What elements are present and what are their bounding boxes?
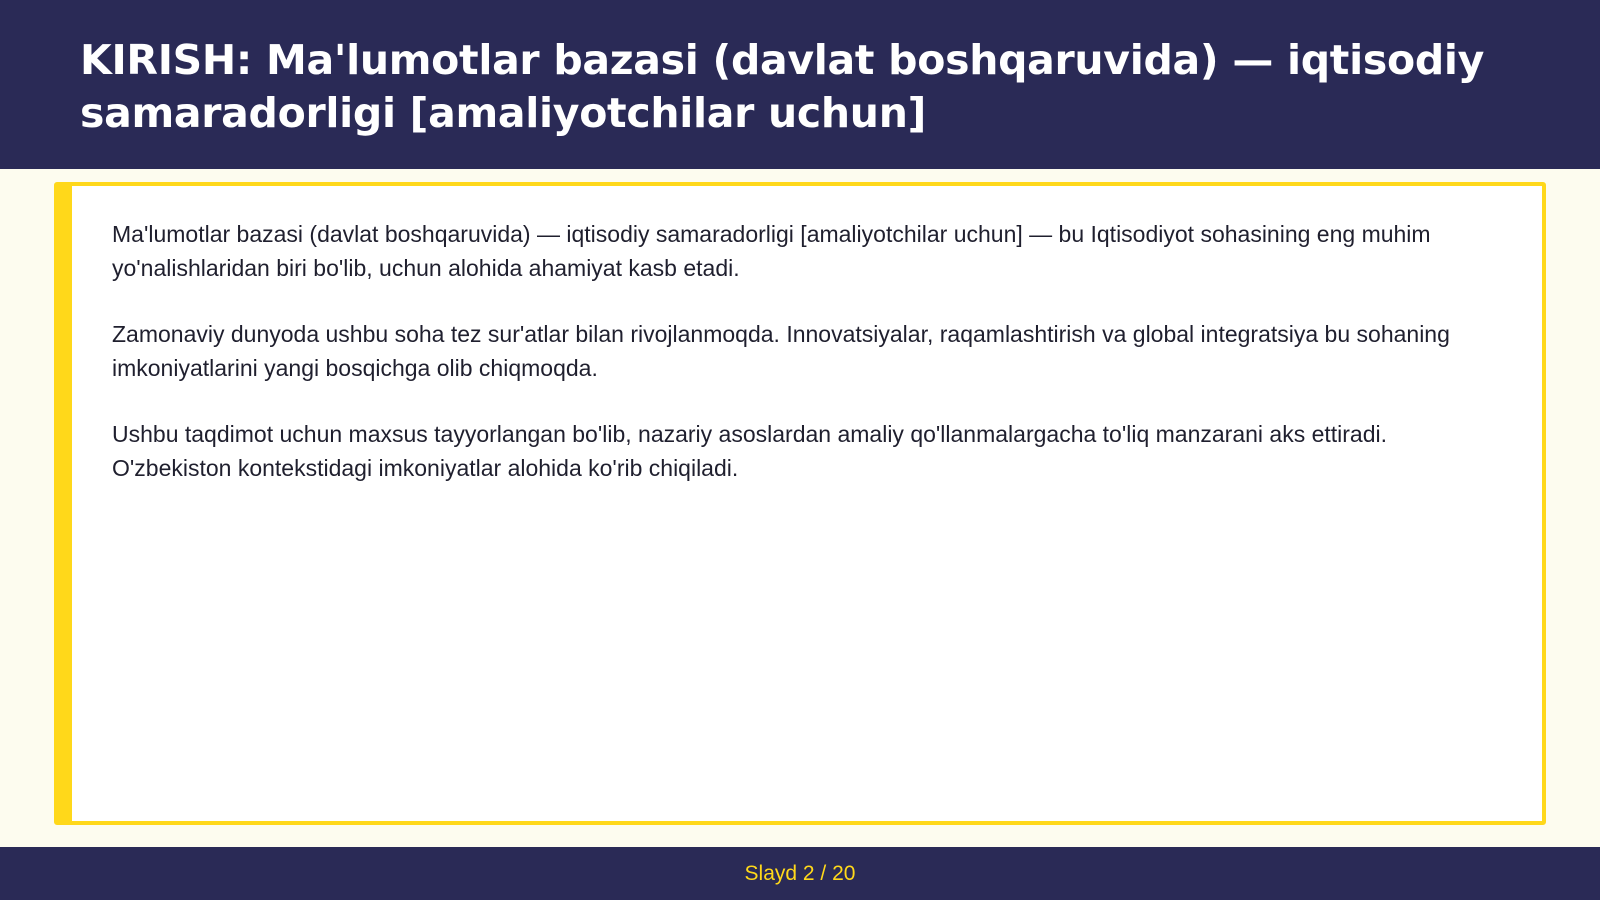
slide-footer — [0, 847, 1600, 900]
slide-header — [0, 0, 1600, 169]
slide-title: KIRISH: Ma'lumotlar bazasi (davlat boshqaruvida) — iqtisodiy samaradorligi [amaliyotchilar uchun] — [80, 36, 1485, 137]
intro-paragraph: Ma'lumotlar bazasi (davlat boshqaruvida) — iqtisodiy samaradorligi [amaliyotchilar uchun] — bu Iqtisodiyot sohasining eng muhim yo'nalishlaridan biri bo'lib, uchun alohida ahamiyat kasb etadi. — [112, 221, 1431, 281]
context-paragraph: Zamonaviy dunyoda ushbu soha tez sur'atlar bilan rivojlanmoqda. Innovatsiyalar, raqamlashtirish va global integratsiya bu sohaning imkoniyatlarini yangi bosqichga olib chiqmoqda. — [112, 321, 1450, 381]
content-card — [54, 182, 1546, 825]
purpose-paragraph: Ushbu taqdimot uchun maxsus tayyorlangan bo'lib, nazariy asoslardan amaliy qo'llanmalargacha to'liq manzarani aks ettiradi. O'zbekiston kontekstidagi imkoniyatlar alohida ko'rib chiqiladi. — [112, 421, 1388, 481]
slide-counter: Slayd 2 / 20 — [744, 861, 856, 885]
